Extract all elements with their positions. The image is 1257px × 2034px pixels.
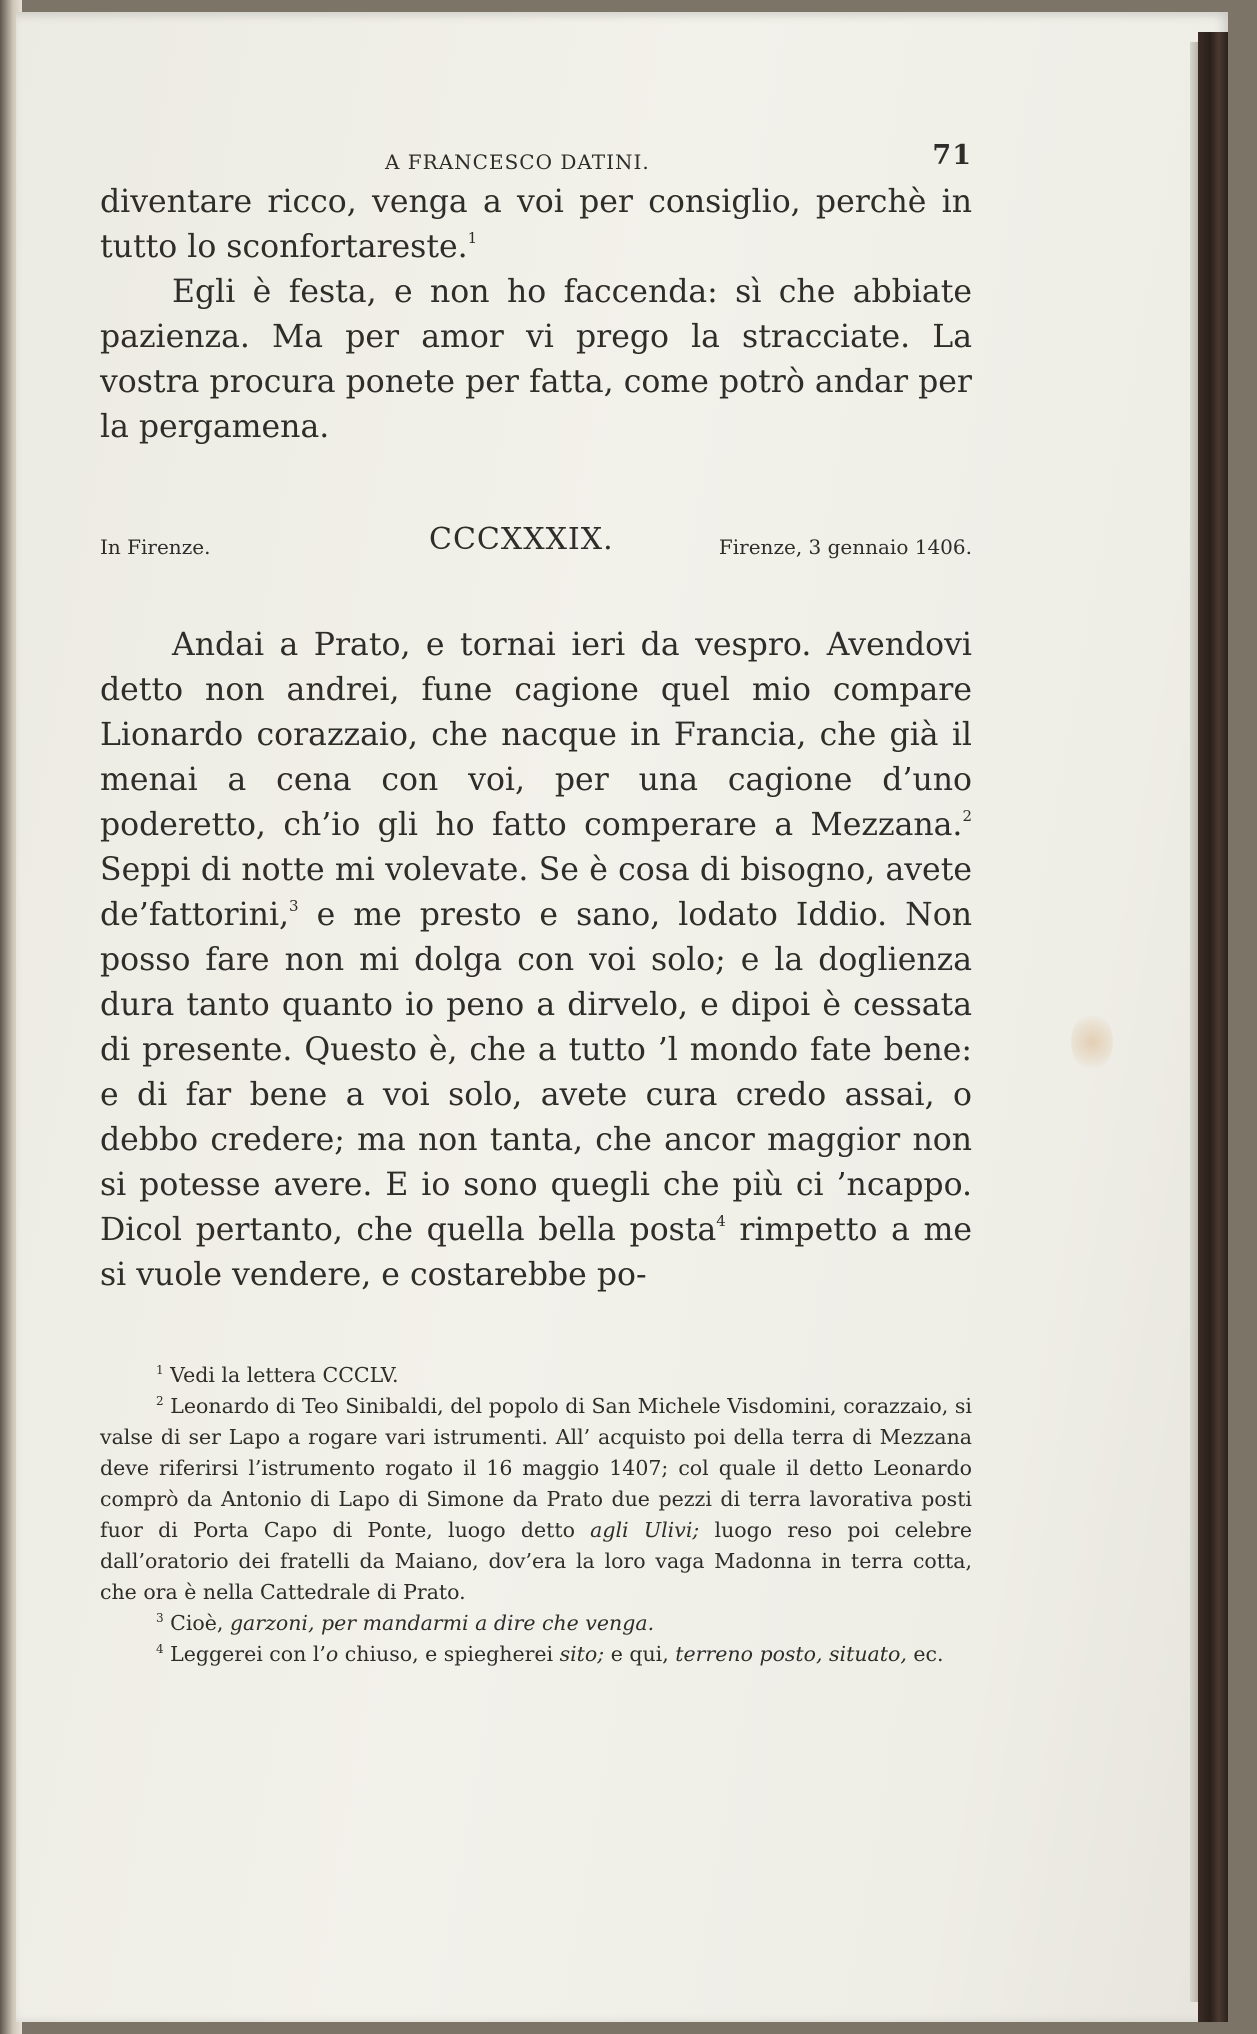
letter-dateline: Firenze, 3 gennaio 1406. <box>718 535 972 559</box>
paragraph-text: Egli è festa, e non ho faccenda: sì che abbiate pazienza. Ma per amor vi prego la stracciate. La vostra procura ponete per fatta, come potrò andar per la pergamena. <box>100 274 972 445</box>
footnote-text: Cioè, <box>170 1611 224 1635</box>
paragraph-text: rimpetto a me si vuole vendere, e costarebbe po- <box>100 1212 972 1293</box>
footnote-number: 4 <box>156 1642 164 1656</box>
footnote-text: ec. <box>913 1642 944 1666</box>
previous-letter <box>100 180 972 450</box>
letter-heading <box>100 522 972 565</box>
footnote-ref: 2 <box>962 807 972 825</box>
letter-number: CCCXXXIX. <box>429 522 614 557</box>
paragraph-text: Andai a Prato, e tornai ieri da vespro. Avendovi detto non andrei, fune cagione quel mio compare Lionardo corazzaio, che nacque in Francia, che già il menai a cena con voi, per una cagione d’uno poderetto, ch’io gli ho fatto comperare a Mezzana. <box>100 627 972 843</box>
footnote <box>100 1639 972 1670</box>
paragraph <box>100 270 972 450</box>
page-edge-shadow <box>1190 42 1198 2002</box>
running-title: A FRANCESCO DATINI. <box>385 150 650 174</box>
page-header <box>100 140 972 180</box>
footnote <box>100 1360 972 1391</box>
page-number: 71 <box>932 140 972 171</box>
footnote-text: e qui, <box>610 1642 669 1666</box>
book-page <box>16 12 1228 2022</box>
footnotes <box>100 1360 972 1670</box>
book-binding <box>1198 32 1228 2022</box>
footnote-ref: 4 <box>716 1212 726 1230</box>
footnote-text: Leggerei con l’ <box>170 1642 326 1666</box>
footnote-text: chiuso, e spiegherei <box>344 1642 554 1666</box>
footnote-text: luogo reso poi celebre dall’oratorio dei fratelli da Maiano, dov’era la loro vaga Madonna in terra cotta, che ora è nella Cattedrale di Prato. <box>100 1518 972 1604</box>
footnote-italic: terreno posto, situato, <box>675 1642 907 1666</box>
paragraph <box>100 180 972 270</box>
footnote-italic: agli Ulivi; <box>590 1518 700 1542</box>
footnote-text: Leonardo di Teo Sinibaldi, del popolo di San Michele Visdomini, corazzaio, si valse di ser Lapo a rogare vari istrumenti. All’ acquisto poi della terra di Mezzana deve riferirsi l’istrumento rogato il 16 maggio 1407; col quale il detto Leonardo comprò da Antonio di Lapo di Simone da Prato due pezzi di terra lavorativa posti fuor di Porta Capo di Ponte, luogo detto <box>100 1394 972 1542</box>
footnote-italic: o <box>325 1642 339 1666</box>
paragraph-text: diventare ricco, venga a voi per consiglio, perchè in tutto lo sconfortareste. <box>100 184 972 265</box>
footnote-number: 3 <box>156 1611 164 1625</box>
paragraph-text: e me presto e sano, lodato Iddio. Non posso fare non mi dolga con voi solo; e la doglienza dura tanto quanto io peno a dirvelo, e dipoi è cessata di presente. Questo è, che a tutto ’l mondo fate bene: e di far bene a voi solo, avete cura credo assai, o debbo credere; ma non tanta, che ancor maggior non si potesse avere. E io sono quegli che più ci ’ncappo. Dicol pertanto, che quella bella posta <box>100 897 972 1248</box>
footnote-number: 1 <box>156 1363 164 1377</box>
footnote-italic: sito; <box>559 1642 605 1666</box>
footnote-ref: 1 <box>467 229 478 247</box>
paragraph <box>100 623 972 1298</box>
footnote-text: Vedi la lettera CCCLV. <box>170 1363 399 1387</box>
paper-stain <box>1071 1012 1113 1072</box>
paragraph-text: Seppi di notte mi volevate. Se è cosa di bisogno, avete de’fattorini, <box>100 852 972 933</box>
letter-body <box>100 623 972 1298</box>
footnote-number: 2 <box>156 1394 164 1408</box>
footnote-italic: garzoni, per mandarmi a dire che venga. <box>229 1611 655 1635</box>
footnote-ref: 3 <box>289 897 299 915</box>
letter-place: In Firenze. <box>100 535 211 559</box>
footnote <box>100 1391 972 1608</box>
page-content <box>100 140 972 1670</box>
footnote <box>100 1608 972 1639</box>
